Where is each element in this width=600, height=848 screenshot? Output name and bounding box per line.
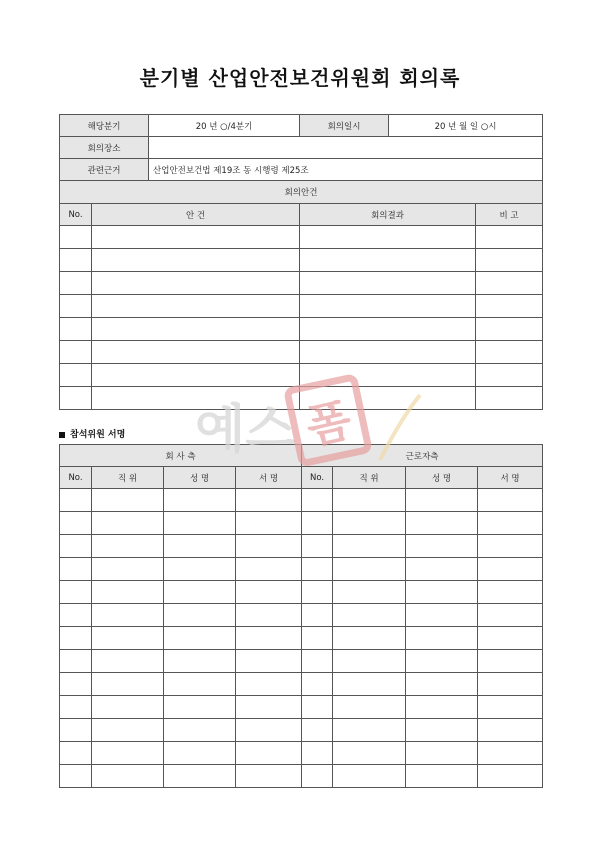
- worker-no-cell[interactable]: [302, 742, 333, 765]
- company-signature-cell[interactable]: [236, 765, 302, 788]
- worker-no-cell[interactable]: [302, 765, 333, 788]
- company-name-cell[interactable]: [164, 719, 236, 742]
- svg-text:폼: 폼: [301, 392, 356, 455]
- company-no-cell[interactable]: [60, 512, 92, 535]
- agenda-cell-remarks[interactable]: [476, 272, 543, 295]
- attendee-row: [60, 489, 543, 512]
- company-signature-cell[interactable]: [236, 719, 302, 742]
- worker-signature-cell[interactable]: [478, 719, 543, 742]
- company-position-cell[interactable]: [92, 742, 164, 765]
- worker-position-cell[interactable]: [333, 512, 406, 535]
- worker-no-cell[interactable]: [302, 650, 333, 673]
- basis-label: 관련근거: [60, 159, 149, 181]
- worker-signature-cell[interactable]: [478, 489, 543, 512]
- company-name-cell[interactable]: [164, 604, 236, 627]
- agenda-cell-item[interactable]: [92, 387, 300, 410]
- attendees-table: [59, 444, 543, 788]
- agenda-cell-item[interactable]: [92, 295, 300, 318]
- agenda-row: [60, 249, 543, 272]
- company-signature-header: 서 명: [236, 467, 302, 489]
- company-name-cell[interactable]: [164, 673, 236, 696]
- attendee-row: [60, 604, 543, 627]
- company-position-cell[interactable]: [92, 512, 164, 535]
- agenda-cell-item[interactable]: [92, 341, 300, 364]
- agenda-cell-no[interactable]: [60, 226, 92, 249]
- attendee-row: [60, 719, 543, 742]
- company-no-cell[interactable]: [60, 742, 92, 765]
- company-name-cell[interactable]: [164, 627, 236, 650]
- worker-name-cell[interactable]: [406, 696, 478, 719]
- worker-name-cell[interactable]: [406, 604, 478, 627]
- agenda-row: [60, 272, 543, 295]
- worker-name-cell[interactable]: [406, 581, 478, 604]
- worker-signature-cell[interactable]: [478, 558, 543, 581]
- worker-position-cell[interactable]: [333, 696, 406, 719]
- company-side-header: 회 사 측: [60, 445, 302, 467]
- worker-no-cell[interactable]: [302, 604, 333, 627]
- attendee-row: [60, 742, 543, 765]
- attendee-row: [60, 650, 543, 673]
- worker-position-cell[interactable]: [333, 581, 406, 604]
- worker-signature-cell[interactable]: [478, 512, 543, 535]
- agenda-cell-item[interactable]: [92, 226, 300, 249]
- worker-no-cell[interactable]: [302, 558, 333, 581]
- agenda-section-title: 회의안건: [60, 181, 543, 204]
- worker-name-cell[interactable]: [406, 719, 478, 742]
- worker-position-cell[interactable]: [333, 719, 406, 742]
- attendee-row: [60, 535, 543, 558]
- worker-no-header: No.: [302, 467, 333, 489]
- company-no-cell[interactable]: [60, 673, 92, 696]
- worker-position-cell[interactable]: [333, 489, 406, 512]
- worker-no-cell[interactable]: [302, 535, 333, 558]
- agenda-header-row: [60, 204, 543, 226]
- worker-position-cell[interactable]: [333, 535, 406, 558]
- company-position-cell[interactable]: [92, 696, 164, 719]
- company-name-cell[interactable]: [164, 558, 236, 581]
- meeting-datetime-value[interactable]: 20 년 월 일 ○시: [389, 115, 543, 137]
- worker-name-cell[interactable]: [406, 627, 478, 650]
- company-name-header: 성 명: [164, 467, 236, 489]
- agenda-cell-no[interactable]: [60, 295, 92, 318]
- watermark-text-left: 예스: [195, 400, 296, 460]
- agenda-row: [60, 341, 543, 364]
- worker-position-cell[interactable]: [333, 765, 406, 788]
- company-position-cell[interactable]: [92, 719, 164, 742]
- worker-no-cell[interactable]: [302, 627, 333, 650]
- worker-name-cell[interactable]: [406, 512, 478, 535]
- worker-signature-cell[interactable]: [478, 604, 543, 627]
- company-no-cell[interactable]: [60, 719, 92, 742]
- worker-position-cell[interactable]: [333, 604, 406, 627]
- agenda-cell-item[interactable]: [92, 249, 300, 272]
- agenda-cell-remarks[interactable]: [476, 226, 543, 249]
- place-label: 회의장소: [60, 137, 149, 159]
- agenda-cell-result[interactable]: [300, 295, 476, 318]
- worker-name-cell[interactable]: [406, 742, 478, 765]
- worker-no-cell[interactable]: [302, 581, 333, 604]
- company-signature-cell[interactable]: [236, 650, 302, 673]
- company-no-cell[interactable]: [60, 765, 92, 788]
- company-signature-cell[interactable]: [236, 627, 302, 650]
- company-position-cell[interactable]: [92, 581, 164, 604]
- company-signature-cell[interactable]: [236, 489, 302, 512]
- quarter-label: 해당분기: [60, 115, 149, 137]
- attendee-row: [60, 581, 543, 604]
- worker-no-cell[interactable]: [302, 673, 333, 696]
- worker-no-cell[interactable]: [302, 489, 333, 512]
- agenda-row: [60, 295, 543, 318]
- attendee-row: [60, 765, 543, 788]
- worker-name-cell[interactable]: [406, 558, 478, 581]
- worker-position-cell[interactable]: [333, 650, 406, 673]
- company-position-cell[interactable]: [92, 627, 164, 650]
- worker-signature-cell[interactable]: [478, 650, 543, 673]
- company-name-cell[interactable]: [164, 535, 236, 558]
- agenda-cell-no[interactable]: [60, 387, 92, 410]
- attendee-row: [60, 627, 543, 650]
- agenda-cell-no[interactable]: [60, 364, 92, 387]
- company-position-cell[interactable]: [92, 535, 164, 558]
- worker-signature-header: 서 명: [478, 467, 543, 489]
- company-name-cell[interactable]: [164, 765, 236, 788]
- worker-signature-cell[interactable]: [478, 742, 543, 765]
- company-name-cell[interactable]: [164, 650, 236, 673]
- meeting-datetime-label: 회의일시: [300, 115, 389, 137]
- company-signature-cell[interactable]: [236, 604, 302, 627]
- attendees-section-label: [59, 427, 125, 440]
- company-position-cell[interactable]: [92, 673, 164, 696]
- company-signature-cell[interactable]: [236, 558, 302, 581]
- square-bullet-icon: [59, 432, 65, 438]
- agenda-cell-result[interactable]: [300, 341, 476, 364]
- agenda-cell-no[interactable]: [60, 249, 92, 272]
- company-no-cell[interactable]: [60, 581, 92, 604]
- agenda-cell-result[interactable]: [300, 226, 476, 249]
- worker-name-header: 성 명: [406, 467, 478, 489]
- place-value[interactable]: [149, 137, 543, 159]
- agenda-cell-no[interactable]: [60, 318, 92, 341]
- company-position-cell[interactable]: [92, 765, 164, 788]
- agenda-cell-no[interactable]: [60, 341, 92, 364]
- company-name-cell[interactable]: [164, 489, 236, 512]
- company-no-cell[interactable]: [60, 696, 92, 719]
- worker-position-header: 직 위: [333, 467, 406, 489]
- agenda-header-remarks: 비 고: [476, 204, 543, 226]
- worker-position-cell[interactable]: [333, 673, 406, 696]
- company-position-header: 직 위: [92, 467, 164, 489]
- company-no-cell[interactable]: [60, 535, 92, 558]
- company-no-cell[interactable]: [60, 558, 92, 581]
- attendee-row: [60, 512, 543, 535]
- worker-signature-cell[interactable]: [478, 696, 543, 719]
- minutes-table: [59, 114, 543, 410]
- attendee-row: [60, 673, 543, 696]
- worker-signature-cell[interactable]: [478, 673, 543, 696]
- agenda-cell-no[interactable]: [60, 272, 92, 295]
- attendee-row: [60, 696, 543, 719]
- agenda-cell-remarks[interactable]: [476, 249, 543, 272]
- agenda-row: [60, 364, 543, 387]
- company-name-cell[interactable]: [164, 696, 236, 719]
- worker-no-cell[interactable]: [302, 696, 333, 719]
- worker-signature-cell[interactable]: [478, 765, 543, 788]
- basis-value: 산업안전보건법 제19조 동 시행령 제25조: [149, 159, 543, 181]
- agenda-row: [60, 387, 543, 410]
- company-signature-cell[interactable]: [236, 696, 302, 719]
- worker-position-cell[interactable]: [333, 558, 406, 581]
- agenda-row: [60, 226, 543, 249]
- agenda-cell-result[interactable]: [300, 364, 476, 387]
- worker-position-cell[interactable]: [333, 627, 406, 650]
- worker-no-cell[interactable]: [302, 512, 333, 535]
- worker-side-header: 근로자측: [302, 445, 543, 467]
- worker-name-cell[interactable]: [406, 765, 478, 788]
- worker-name-cell[interactable]: [406, 489, 478, 512]
- worker-signature-cell[interactable]: [478, 581, 543, 604]
- company-signature-cell[interactable]: [236, 512, 302, 535]
- company-no-cell[interactable]: [60, 604, 92, 627]
- worker-position-cell[interactable]: [333, 742, 406, 765]
- agenda-header-no: No.: [60, 204, 92, 226]
- worker-name-cell[interactable]: [406, 650, 478, 673]
- company-no-header: No.: [60, 467, 92, 489]
- company-signature-cell[interactable]: [236, 581, 302, 604]
- document-title: 분기별 산업안전보건위원회 회의록: [139, 66, 461, 90]
- company-signature-cell[interactable]: [236, 742, 302, 765]
- attendees-section-label-text: 참석위원 서명: [70, 430, 126, 440]
- company-name-cell[interactable]: [164, 581, 236, 604]
- company-no-cell[interactable]: [60, 489, 92, 512]
- company-position-cell[interactable]: [92, 558, 164, 581]
- worker-no-cell[interactable]: [302, 719, 333, 742]
- worker-signature-cell[interactable]: [478, 627, 543, 650]
- agenda-row: [60, 318, 543, 341]
- company-signature-cell[interactable]: [236, 673, 302, 696]
- attendee-row: [60, 558, 543, 581]
- agenda-cell-result[interactable]: [300, 272, 476, 295]
- worker-signature-cell[interactable]: [478, 535, 543, 558]
- agenda-cell-remarks[interactable]: [476, 364, 543, 387]
- agenda-cell-remarks[interactable]: [476, 341, 543, 364]
- company-position-cell[interactable]: [92, 650, 164, 673]
- quarter-value[interactable]: 20 년 ○/4분기: [149, 115, 300, 137]
- agenda-cell-remarks[interactable]: [476, 295, 543, 318]
- agenda-cell-result[interactable]: [300, 387, 476, 410]
- agenda-cell-remarks[interactable]: [476, 318, 543, 341]
- agenda-cell-item[interactable]: [92, 272, 300, 295]
- company-no-cell[interactable]: [60, 627, 92, 650]
- worker-name-cell[interactable]: [406, 535, 478, 558]
- company-position-cell[interactable]: [92, 604, 164, 627]
- agenda-cell-result[interactable]: [300, 249, 476, 272]
- agenda-header-item: 안 건: [92, 204, 300, 226]
- agenda-cell-result[interactable]: [300, 318, 476, 341]
- agenda-header-result: 회의결과: [300, 204, 476, 226]
- company-name-cell[interactable]: [164, 742, 236, 765]
- company-name-cell[interactable]: [164, 512, 236, 535]
- agenda-cell-item[interactable]: [92, 364, 300, 387]
- company-position-cell[interactable]: [92, 489, 164, 512]
- worker-name-cell[interactable]: [406, 673, 478, 696]
- agenda-cell-item[interactable]: [92, 318, 300, 341]
- company-no-cell[interactable]: [60, 650, 92, 673]
- attendee-header-row: [60, 467, 543, 489]
- agenda-cell-remarks[interactable]: [476, 387, 543, 410]
- company-signature-cell[interactable]: [236, 535, 302, 558]
